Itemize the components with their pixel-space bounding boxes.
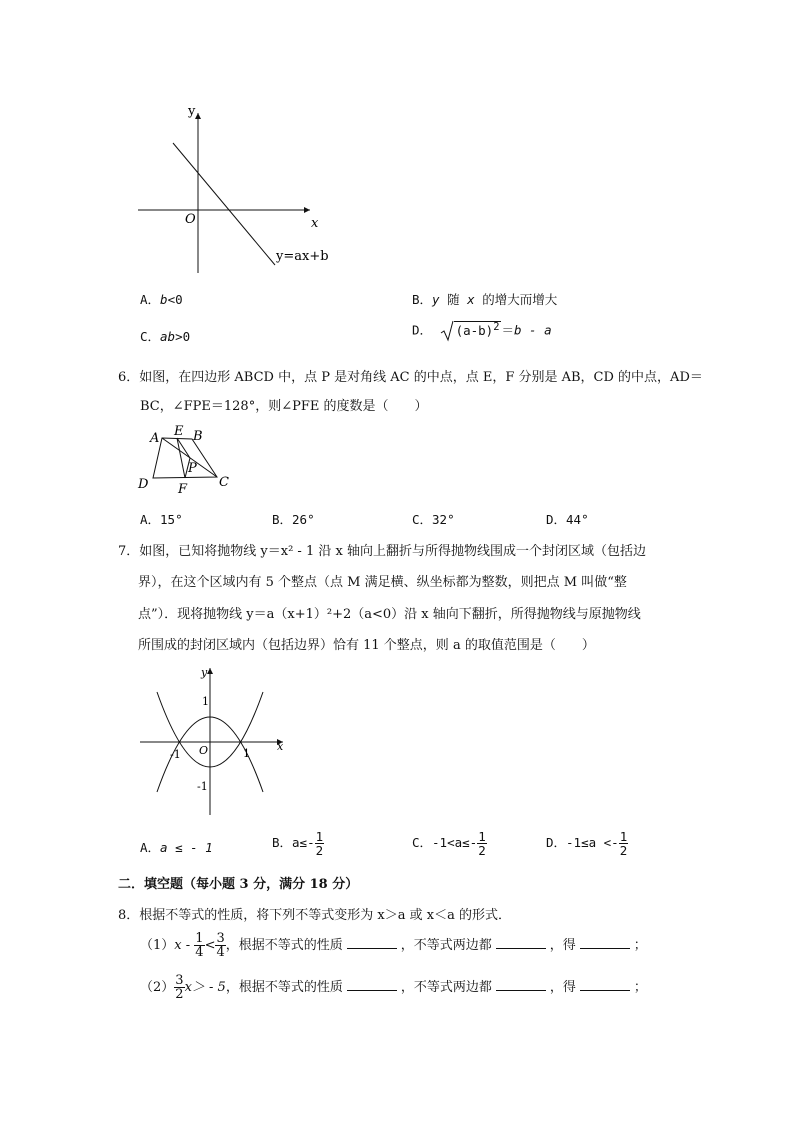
- q5-option-b[interactable]: B．y 随 x 的增大而增大: [412, 292, 558, 307]
- origin-label: O: [185, 212, 196, 227]
- fraction: $\frac{1}{4}$: [195, 931, 204, 960]
- q7-stem-line2: 界），在这个区域内有 5 个整点（点 M 满足横、纵坐标都为整数，则把点 M 叫做“整: [138, 575, 627, 590]
- point-e: E: [174, 424, 184, 439]
- vertex-d: D: [138, 477, 149, 492]
- vertex-c: C: [219, 475, 229, 490]
- answer-blank-1c[interactable]: [580, 936, 630, 949]
- q6-option-d[interactable]: D．44°: [546, 512, 589, 527]
- fraction: $\frac{1}{2}$: [315, 829, 324, 858]
- fraction: $\frac{3}{4}$: [216, 931, 225, 960]
- section-heading: 二．填空题（每小题 3 分，满分 18 分）: [118, 877, 359, 892]
- line-y-ax-b: [173, 143, 275, 265]
- answer-blank-2c[interactable]: [580, 978, 630, 991]
- q7-option-c[interactable]: C．-1<a≤- $\frac{1}{2}$: [412, 829, 486, 858]
- tick-top: 1: [202, 695, 209, 708]
- answer-blank-1b[interactable]: [496, 936, 546, 949]
- q7-option-b[interactable]: B．a≤- $\frac{1}{2}$: [272, 829, 324, 858]
- q6-option-c[interactable]: C．32°: [412, 512, 455, 527]
- q5-option-a[interactable]: A．b<0: [140, 292, 183, 307]
- vertex-b: B: [193, 429, 203, 444]
- answer-blank-2a[interactable]: [347, 978, 397, 991]
- point-f: F: [178, 482, 188, 497]
- sqrt-symbol: [440, 320, 454, 342]
- line-label: y=ax+b: [276, 249, 329, 264]
- q5-option-d[interactable]: D． $(a-b)^2 =b - a$: [412, 320, 552, 342]
- q7-option-a[interactable]: A．a ≤ - 1: [140, 840, 213, 855]
- y-axis-label: y: [201, 666, 208, 679]
- tick-bottom: -1: [197, 780, 208, 793]
- answer-blank-1a[interactable]: [347, 936, 397, 949]
- answer-blank-2b[interactable]: [496, 978, 546, 991]
- fraction: $\frac{3}{2}$: [175, 973, 184, 1002]
- origin-label: O: [199, 744, 209, 757]
- q8-stem: 8．根据不等式的性质，将下列不等式变形为 x＞a 或 x＜a 的形式．: [118, 908, 511, 923]
- fraction: $\frac{1}{2}$: [619, 829, 628, 858]
- q7-stem-line1: 7．如图，已知将抛物线 y＝x² - 1 沿 x 轴向上翻折与所得抛物线围成一个封闭区域（包括边: [118, 544, 646, 559]
- quadrilateral-figure: [135, 422, 245, 497]
- q6-stem-line1: 6．如图，在四边形 ABCD 中，点 P 是对角线 AC 的中点，点 E，F 分别是 AB，CD 的中点，AD＝: [118, 370, 703, 385]
- vertex-a: A: [150, 431, 160, 446]
- q7-stem-line3: 点”）．现将抛物线 y＝a（x+1）²+2（a<0）沿 x 轴向下翻折，所得抛物线与原抛物线: [138, 607, 641, 622]
- q7-stem-line4: 所围成的封闭区域内（包括边界）恰有 11 个整点，则 a 的取值范围是（ ）: [138, 638, 595, 653]
- q8-part1: （1）x - $\frac{1}{4}$ < $\frac{3}{4}$ ，根据不等式的性质 ，不等式两边都 ，得 ；: [140, 931, 647, 960]
- q6-option-a[interactable]: A．15°: [140, 512, 183, 527]
- point-p: P: [188, 461, 197, 476]
- q8-part2: （2） $\frac{3}{2}$ x＞ - 5，根据不等式的性质 ，不等式两边都 ，得 ；: [140, 973, 647, 1002]
- q6-option-b[interactable]: B．26°: [272, 512, 315, 527]
- tick-left: -1: [170, 748, 181, 761]
- fraction: $\frac{1}{2}$: [478, 829, 486, 858]
- q6-stem-line2: BC，∠FPE＝128°，则∠PFE 的度数是（ ）: [140, 399, 428, 414]
- x-axis-label: x: [311, 216, 319, 231]
- linear-graph: [130, 95, 350, 280]
- y-axis-label: y: [188, 104, 196, 119]
- q5-option-c[interactable]: C．ab>0: [140, 329, 191, 344]
- parabola-figure: [135, 660, 295, 820]
- x-axis-label: x: [277, 740, 284, 753]
- tick-right: 1: [243, 747, 250, 760]
- q7-option-d[interactable]: D．-1≤a <- $\frac{1}{2}$: [546, 829, 628, 858]
